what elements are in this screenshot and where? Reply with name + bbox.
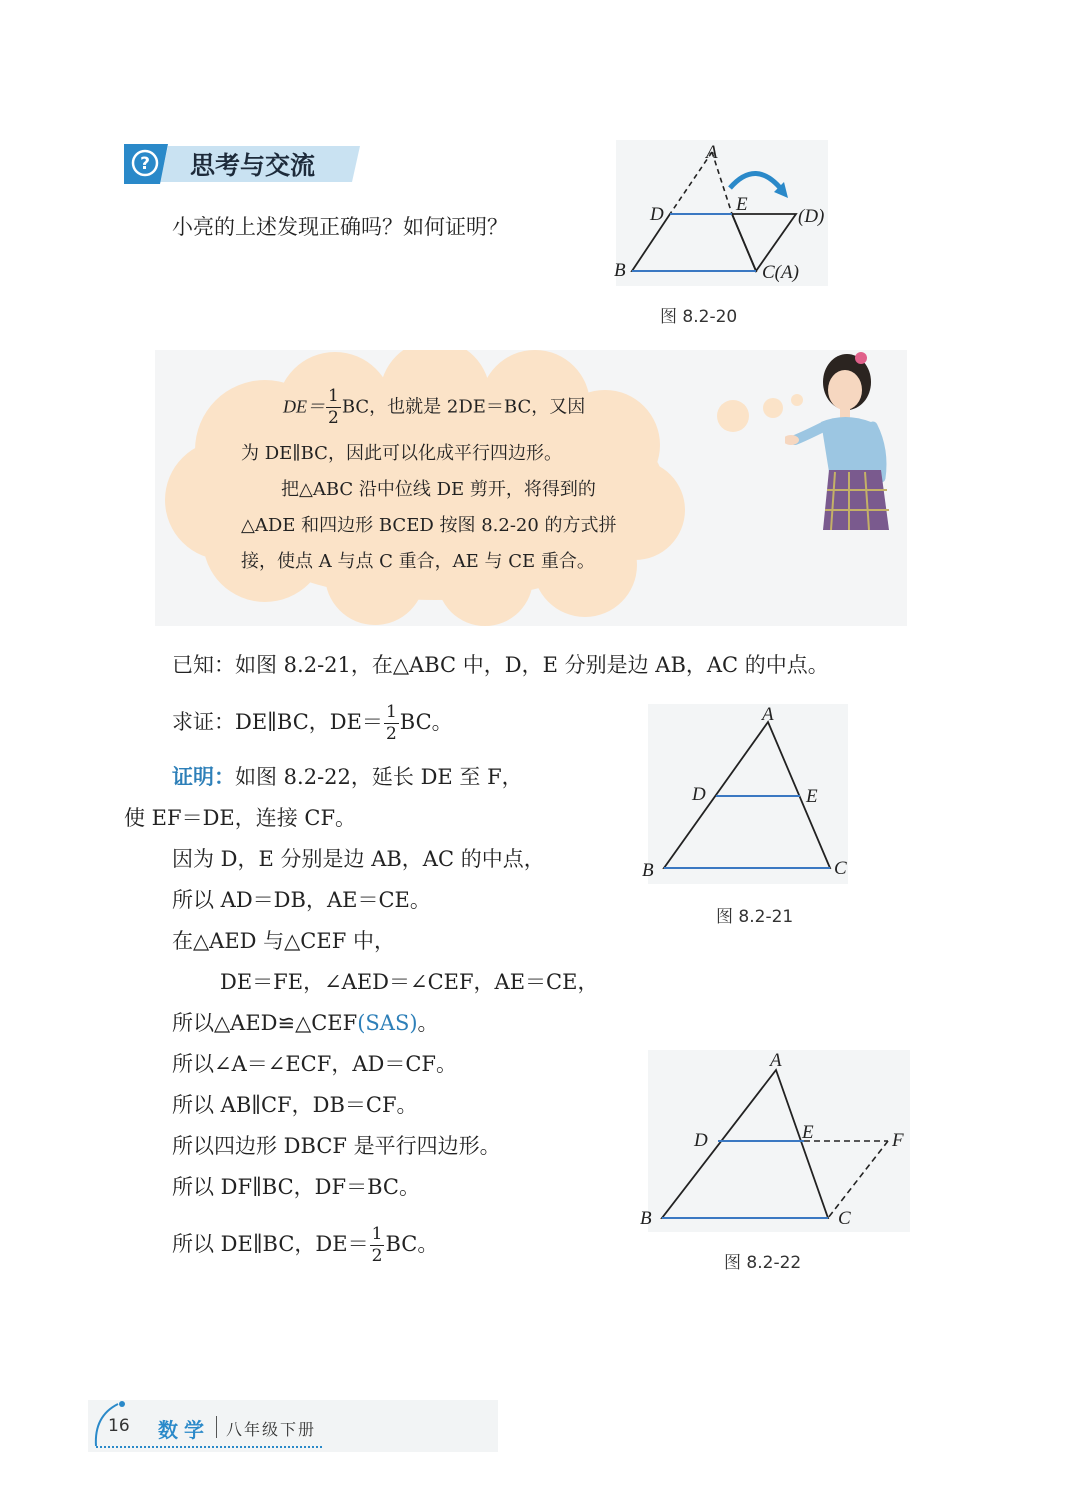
footer-dotted-rule: [96, 1446, 322, 1448]
to-prove-fraction-den: 2: [385, 724, 397, 744]
figure-8-2-22-caption: 图 8.2-22: [724, 1253, 802, 1273]
proof-step-5: 在△AED 与△CEF 中，: [172, 929, 395, 953]
section-title: 思考与交流: [190, 151, 316, 180]
cloud-fraction-num: 1: [328, 386, 339, 406]
proof-step-4: 所以 AD＝DB，AE＝CE。: [172, 888, 431, 912]
figure-8-2-20-caption: 图 8.2-20: [660, 307, 738, 327]
proof-step-3: 因为 D，E 分别是边 AB，AC 的中点，: [172, 847, 545, 871]
fig22-label-e: E: [802, 1122, 814, 1143]
cloud-fraction-den: 2: [328, 408, 339, 428]
fig21-label-a: A: [762, 704, 774, 725]
proof-step-7-c: 。: [417, 1011, 439, 1035]
fig21-label-b: B: [642, 860, 654, 881]
proof-step-12-fraction: [370, 1226, 385, 1265]
proof-step-12-a: 所以 DE∥BC，DE＝: [172, 1232, 369, 1256]
svg-text:?: ?: [140, 154, 150, 174]
proof-step-12-fraction-den: 2: [371, 1246, 383, 1266]
proof-step-12: [172, 1224, 438, 1265]
fig20-label-b: B: [614, 260, 626, 281]
question-thinking-icon: [130, 148, 160, 178]
cloud-line-5: 接，使点 A 与点 C 重合，AE 与 CE 重合。: [241, 551, 595, 572]
student-girl-illustration: [785, 350, 907, 530]
fig21-label-d: D: [692, 784, 706, 805]
proof-step-7-a: 所以△AED≌△CEF: [172, 1011, 358, 1035]
footer-grade: 八年级下册: [226, 1420, 317, 1439]
fig20-label-a: A: [706, 142, 718, 163]
to-prove-fraction: [384, 704, 399, 743]
proof-step-12-b: BC。: [385, 1232, 439, 1256]
fig21-label-e: E: [806, 786, 818, 807]
fig21-label-c: C: [834, 858, 847, 879]
proof-label: 证明：: [172, 765, 235, 789]
proof-step-2: 使 EF＝DE，连接 CF。: [124, 806, 357, 830]
to-prove-statement: [172, 702, 453, 743]
fig22-label-f: F: [892, 1130, 904, 1151]
cloud-fraction: [326, 388, 341, 427]
fig22-label-d: D: [694, 1130, 708, 1151]
page-number: 16: [108, 1416, 130, 1436]
proof-step-12-fraction-num: 1: [371, 1224, 383, 1244]
fig20-label-e: E: [736, 194, 748, 215]
proof-step-9: 所以 AB∥CF，DB＝CF。: [172, 1093, 418, 1117]
proof-step-6: DE＝FE，∠AED＝∠CEF，AE＝CE，: [220, 970, 599, 994]
to-prove-b: BC。: [399, 710, 453, 734]
given-statement: 已知：如图 8.2-21，在△ABC 中，D，E 分别是边 AB，AC 的中点。: [172, 653, 829, 677]
fig20-label-ca: C(A): [762, 262, 799, 283]
proof-step-1: [172, 762, 523, 792]
fig20-label-d-moved: (D): [798, 206, 825, 227]
section-header: [124, 142, 360, 184]
footer-divider: [216, 1416, 217, 1438]
page-footer: [88, 1400, 498, 1452]
proof-step-10: 所以四边形 DBCF 是平行四边形。: [172, 1134, 501, 1158]
to-prove-fraction-num: 1: [385, 702, 397, 722]
figure-8-2-22: [634, 1046, 916, 1236]
figure-8-2-20: [606, 140, 836, 290]
proof-step-8: 所以∠A＝∠ECF，AD＝CF。: [172, 1052, 457, 1076]
proof-step-11: 所以 DF∥BC，DF＝BC。: [172, 1175, 420, 1199]
figure-8-2-21-caption: 图 8.2-21: [716, 907, 794, 927]
proof-step-1-text: 如图 8.2-22，延长 DE 至 F，: [235, 765, 523, 789]
proof-step-7-sas: (SAS): [357, 1011, 418, 1035]
fig20-label-d: D: [650, 204, 664, 225]
cloud-l1-b: BC，也就是 2DE＝BC，又因: [341, 396, 586, 418]
cloud-line-3: 把△ABC 沿中位线 DE 剪开，将得到的: [281, 479, 596, 500]
cloud-line-4: △ADE 和四边形 BCED 按图 8.2-20 的方式拼: [241, 515, 617, 536]
figure-8-2-21: [634, 700, 854, 890]
cloud-l1-a: DE＝: [283, 396, 325, 417]
thought-panel: [155, 350, 907, 626]
cloud-line-1: [283, 388, 585, 427]
fig22-label-c: C: [838, 1208, 851, 1229]
discussion-question: 小亮的上述发现正确吗？如何证明？: [172, 215, 508, 239]
fig22-label-b: B: [640, 1208, 652, 1229]
footer-subject: 数学: [158, 1418, 210, 1442]
to-prove-a: 求证：DE∥BC，DE＝: [172, 710, 383, 734]
cloud-line-2: 为 DE∥BC，因此可以化成平行四边形。: [241, 443, 562, 464]
fig22-label-a: A: [770, 1050, 782, 1071]
proof-step-7: [172, 1008, 439, 1038]
